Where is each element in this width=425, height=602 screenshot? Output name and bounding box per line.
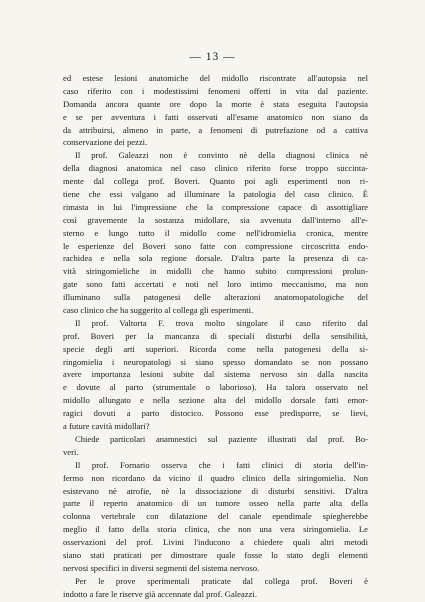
text-line: veri. (63, 446, 79, 457)
text-line: specie degli arti superiori. Ricorda come nella patogenesi della si- (63, 343, 368, 354)
text-line: colonna vertebrale con dilatazione del canale ependimale spiegherebbe (63, 511, 368, 522)
text-line: a future cavità midollari? (63, 421, 150, 432)
paragraph (63, 433, 368, 459)
text-line: meglio il fatto della storia clinica, che non una vera siringomielia. Le (63, 524, 368, 535)
paragraph (63, 149, 368, 317)
text-line: prof. Boveri per la mancanza di speciali disturbi della sensibilità, (63, 330, 368, 341)
text-line: ragici dovuti a parto distocico. Possono esse predisporre, se lievi, (63, 408, 368, 419)
text-line: avere importanza lesioni subite dal sistema nervoso sin dalla nascita (63, 369, 368, 380)
text-line: Per le prove sperimentali praticate dal collega prof. Boveri è (75, 575, 368, 586)
text-line: sterno e lungo tutto il midollo come nell'idromielia cronica, mentre (63, 227, 368, 238)
text-line: Il prof. Galeazzi non è convinto nè della diagnosi clinica nè (75, 150, 368, 161)
paragraph (63, 575, 368, 601)
paragraph (63, 72, 368, 149)
text-line: ringomielia i neuropatologi si siano spesso domandato se non possano (63, 356, 368, 367)
text-line: fermo non ricordano da vicino il quadro clinico della siringomielia. Non (63, 472, 368, 483)
text-line: caso clinico che ha suggerito al collega gli esperimenti. (63, 305, 254, 316)
text-line: gate sono fatti accertati e noti nel loro intimo meccanismo, ma non (63, 279, 368, 290)
text-line: Il prof. Valtorta F. trova molto singolare il caso riferito dal (75, 317, 368, 328)
text-line: osservazioni del prof. Livini l'inducono a chiedere quali altri metodi (63, 537, 368, 548)
text-line: e se per avventura i fatti osservati all'esame anatomico non siano da (63, 111, 368, 122)
body-text (63, 72, 368, 601)
text-line: così gravemente la sostanza midollare, sia avvenuta dall'interno all'e- (63, 214, 368, 225)
text-line: esistevano nè atrofie, nè la dissociazione di disturbi sensitivi. D'altra (63, 485, 368, 496)
text-line: siano stati praticati per dimostrare quale fosse lo stato degli elementi (63, 549, 368, 560)
paragraph (63, 459, 368, 575)
text-line: rachidea e nella sola regione dorsale. D'altra parte la presenza di ca- (63, 253, 368, 264)
text-line: Il prof. Fornario osserva che i fatti clinici di storia dell'in- (75, 459, 368, 470)
text-line: Domanda ancora quante ore dopo la morte è stata eseguita l'autopsia (63, 98, 368, 109)
text-line: rimasta in lui l'impressione che la compressione capace di assottigliare (63, 201, 368, 212)
text-line: vità siringomieliche in midolli che hanno subito compressioni prolun- (63, 266, 368, 277)
text-line: caso riferito con i modestissimi fenomeni offerti in vita dal paziente. (63, 85, 368, 96)
text-line: da attribuirsi, almeno in parte, a fenomeni di putrefazione od a cattiva (63, 124, 368, 135)
text-line: illuminano sulla patogenesi delle alterazioni anatomopatologiche del (63, 292, 368, 303)
text-line: indotto a fare le riserve già accennate dal prof. Galeazzi. (63, 588, 257, 599)
paragraph (63, 317, 368, 433)
page-number: — 13 — (189, 51, 236, 63)
text-line: midollo allungato e nella sezione alta del midollo dorsale fatti emor- (63, 395, 368, 406)
text-line: conservazione dei pezzi. (63, 137, 148, 148)
text-line: Chiede particolari anamnestici sul paziente illustrati dal prof. Bo- (75, 433, 368, 444)
text-line: nervosi specifici in diversi segmenti del sistema nervoso. (63, 562, 260, 573)
text-line: mente dal collega prof. Boveri. Quanto poi agli esperimenti non ri- (63, 176, 368, 187)
text-line: parte il reperto anatomico di un tumore osseo nella parte alta della (63, 498, 368, 509)
text-line: e dovute al parto (strumentale o laborioso). Ha talora osservato nel (63, 382, 368, 393)
text-line: le esperienze del Boveri sono fatte con compressione circoscritta endo- (63, 240, 368, 251)
text-line: della diagnosi anatomica nel caso clinico riferito forse troppo succinta- (63, 163, 368, 174)
text-line: tiene che essi valgano ad illuminare la patologia del caso clinico. È (63, 189, 368, 200)
text-line: ed estese lesioni anatomiche del midollo riscontrate all'autopsia nel (63, 73, 368, 83)
